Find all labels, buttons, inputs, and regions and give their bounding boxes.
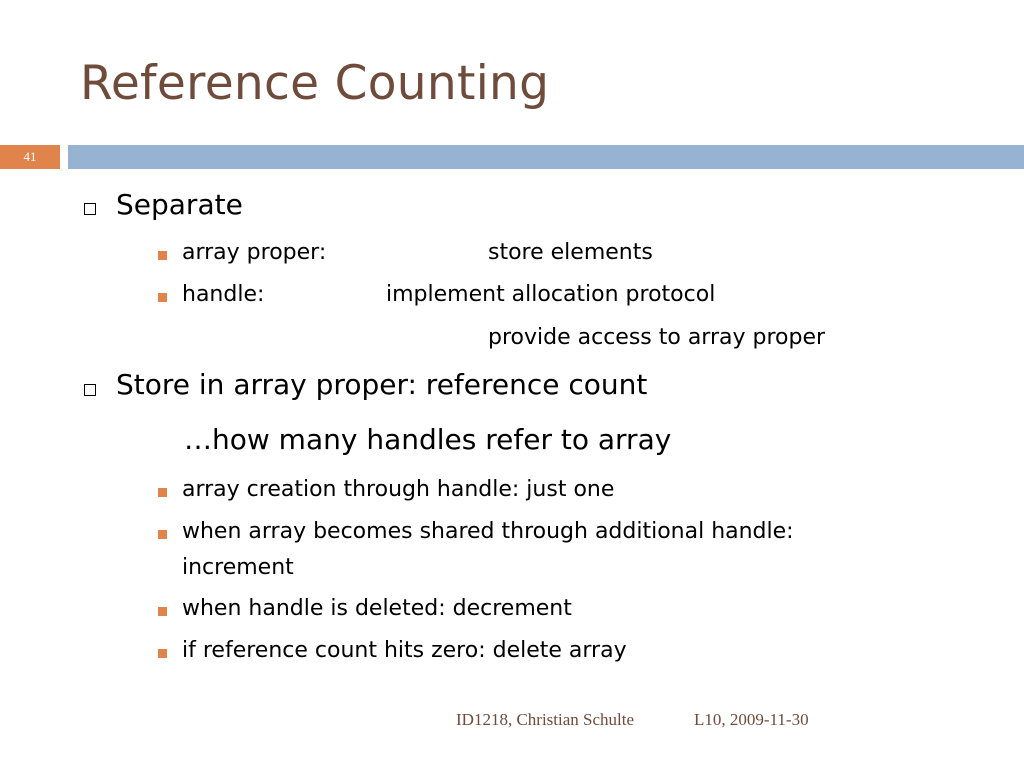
slide-title: Reference Counting: [80, 56, 550, 111]
subitem-handle-desc-cont: provide access to array proper: [488, 325, 826, 350]
subitem-shared: when array becomes shared through additional handle:: [182, 519, 794, 544]
bullet-store-continuation: …how many handles refer to array: [184, 423, 672, 456]
footer-lecture-date: L10, 2009-11-30: [694, 710, 809, 729]
subitem-array-proper-label: array proper:: [182, 240, 327, 265]
filled-square-bullet-icon: [158, 251, 167, 260]
filled-square-bullet-icon: [158, 649, 167, 658]
hollow-square-bullet-icon: [84, 384, 96, 396]
subitem-shared-cont: increment: [182, 555, 294, 580]
subitem-deleted: when handle is deleted: decrement: [182, 596, 572, 621]
header-bar: [68, 145, 1024, 169]
footer-course-author: ID1218, Christian Schulte: [456, 710, 635, 729]
subitem-zero: if reference count hits zero: delete array: [182, 638, 627, 663]
subitem-creation: array creation through handle: just one: [182, 477, 615, 502]
subitem-array-proper-desc: store elements: [488, 240, 653, 265]
hollow-square-bullet-icon: [84, 203, 96, 215]
bullet-separate: Separate: [116, 188, 243, 221]
filled-square-bullet-icon: [158, 488, 167, 497]
filled-square-bullet-icon: [158, 607, 167, 616]
filled-square-bullet-icon: [158, 293, 167, 302]
subitem-handle-desc: implement allocation protocol: [386, 282, 716, 307]
subitem-handle-label: handle:: [182, 282, 265, 307]
filled-square-bullet-icon: [158, 530, 167, 539]
bullet-store-in-array: Store in array proper: reference count: [116, 368, 648, 401]
slide-number-badge: 41: [0, 145, 60, 169]
